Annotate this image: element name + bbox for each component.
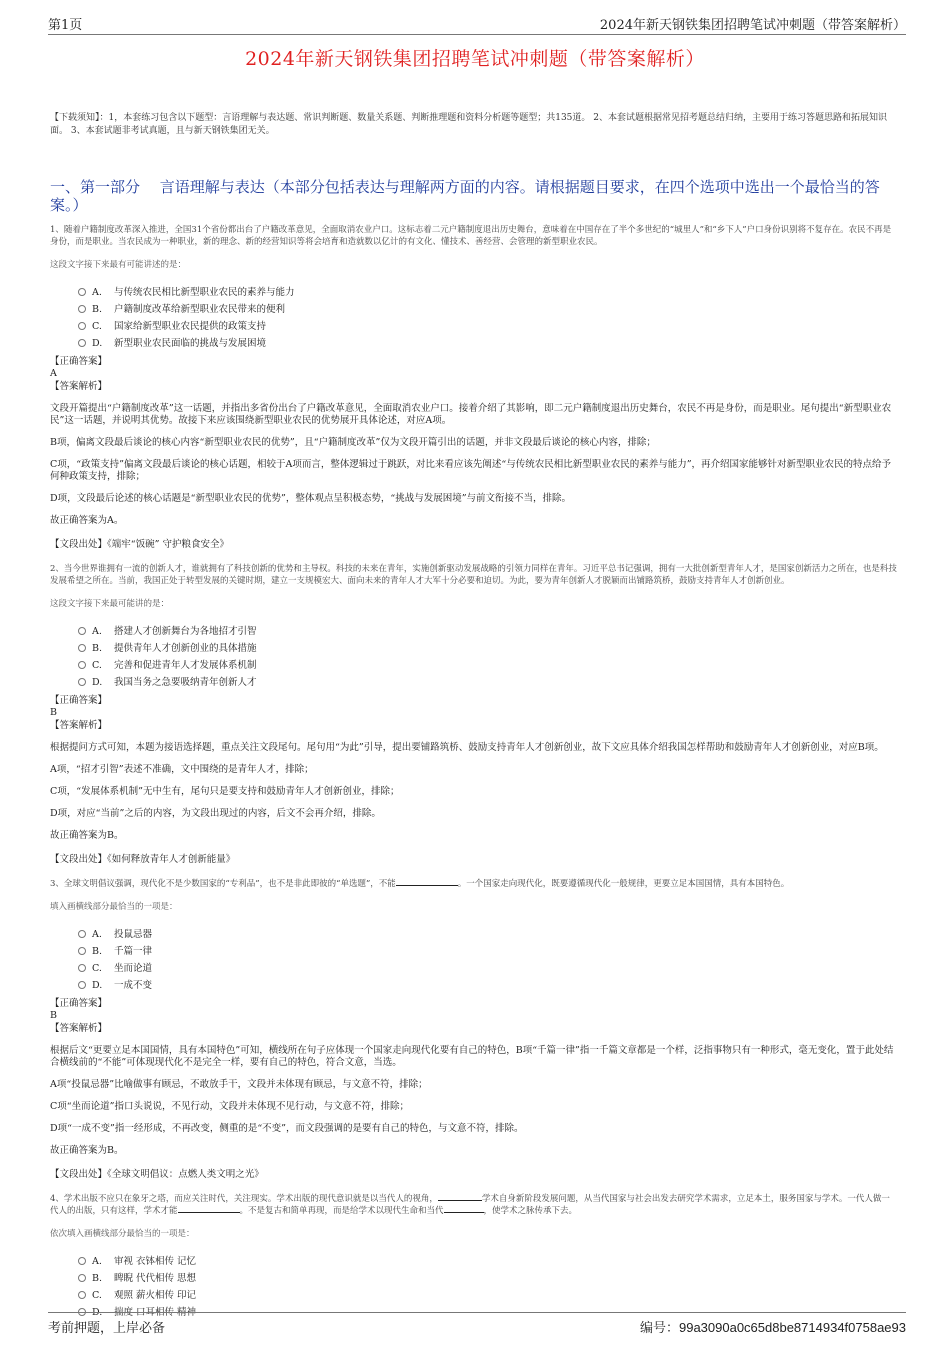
option-list — [78, 1253, 898, 1321]
question-list — [50, 224, 898, 1325]
analysis-conclusion: 故正确答案为B。 — [50, 830, 124, 841]
analysis-paragraph: 根据提问方式可知，本题为接语选择题，重点关注文段尾句。尾句用“为此”引导，提出要铺路筑桥、鼓励支持青年人才创新创业，故下文应具体介绍我国怎样帮助和鼓励青年人才创新创业，对应B项。 — [50, 742, 884, 753]
correct-answer-value: A — [50, 368, 57, 379]
radio-icon[interactable] — [78, 322, 86, 330]
question-stem: 3、全球文明倡议强调，现代化不是少数国家的“专利品”，也不是非此即彼的“单选题”，不能 。一个国家走向现代化，既要遵循现代化一般规律，更要立足本国国情，具有本国特色。 — [50, 879, 790, 889]
analysis-paragraph: C项“坐而论道”指口头说说，不见行动，文段并未体现不见行动，与文意不符，排除； — [50, 1101, 409, 1112]
correct-answer-value: B — [50, 1010, 57, 1021]
code-label: 编号： — [639, 1321, 679, 1336]
fill-blank[interactable] — [438, 1200, 482, 1201]
correct-answer-value: B — [50, 707, 57, 718]
option-list — [78, 623, 898, 691]
analysis-label: 【答案解析】 — [50, 720, 108, 731]
option-list — [78, 926, 898, 994]
document-code — [640, 1317, 906, 1336]
radio-icon[interactable] — [78, 288, 86, 296]
option-d[interactable]: D. 新型职业农民面临的挑战与发展困境 — [78, 335, 898, 352]
question-stem: 2、当今世界谁拥有一流的创新人才，谁就拥有了科技创新的优势和主导权。科技的未来在青年，实施创新驱动发展战略的引领力同样在青年。习近平总书记强调，拥有一大批创新型青年人才，是国家创新活力之所在，也是科技发展希望之所在。当前，我国正处于转型发展的关键时期，建立一支规模宏大、面向未来的青年人才大军十分必要和迫切。为此，要为青年创新人才脱颖而出铺路筑桥，鼓励支持青年人才创新创业。 — [50, 564, 897, 586]
page-header — [48, 14, 906, 35]
fill-blank[interactable] — [444, 1212, 484, 1213]
radio-icon[interactable] — [78, 947, 86, 955]
option-a[interactable]: A. 审视 衣钵相传 记忆 — [78, 1253, 898, 1270]
page-footer — [48, 1312, 906, 1337]
code-value: 99a3090a0c65d8be8714934f0758ae93 — [678, 1320, 906, 1335]
correct-answer-label: 【正确答案】 — [50, 356, 108, 367]
analysis-paragraph: 根据后文“更要立足本国国情，具有本国特色”可知，横线所在句子应体现一个国家走向现代化要有自己的特色，B项“千篇一律”指一千篇文章都是一个样，泛指事物只有一种形式，毫无变化，置于此处结合横线前的“不能”可体现现代化不是完全一样，要有自己的特色，符合文意，当选。 — [50, 1045, 894, 1068]
analysis-paragraph: A项“投鼠忌器”比喻做事有顾忌，不敢放手干，文段并未体现有顾忌，与文意不符，排除； — [50, 1079, 428, 1090]
option-b[interactable]: B. 睥睨 代代相传 思想 — [78, 1270, 898, 1287]
analysis-paragraph: D项，文段最后论述的核心话题是“新型职业农民的优势”，整体观点呈积极态势，“挑战与发展困境”与前文衔接不当，排除。 — [50, 493, 572, 504]
question-1 — [50, 224, 898, 551]
option-b[interactable]: B. 千篇一律 — [78, 943, 898, 960]
section-heading: 一、第一部分 言语理解与表达（本部分包括表达与理解两方面的内容。请根据题目要求，在四个选项中选出一个最恰当的答案。） — [50, 178, 880, 214]
analysis-paragraph: C项，“发展体系机制”无中生有，尾句只是要支持和鼓励青年人才创新创业，排除； — [50, 786, 400, 797]
correct-answer-label: 【正确答案】 — [50, 695, 108, 706]
radio-icon[interactable] — [78, 678, 86, 686]
analysis-paragraph: B项，偏离文段最后谈论的核心内容“新型职业农民的优势”，且“户籍制度改革”仅为文段开篇引出的话题，并非文段最后谈论的核心内容，排除； — [50, 437, 656, 448]
question-stem: 4、学术出版不应只在象牙之塔，而应关注时代，关注现实。学术出版的现代意识就是以当代人的视角， 学术自身新阶段发展问题，从当代国家与社会出发去研究学术需求，立足本土，服务国家与学术。一代人做一代人的出版，只有这样，学术才能 。不是复古和简单再现，而是给学术以现代生命和当代 ，使学术之脉传承下去。 — [50, 1194, 890, 1216]
question-4 — [50, 1193, 898, 1321]
option-d[interactable]: D. 揣度 口耳相传 精神 — [78, 1304, 898, 1321]
analysis-paragraph: A项，“招才引智”表述不准确，文中围绕的是青年人才，排除； — [50, 764, 314, 775]
radio-icon[interactable] — [78, 661, 86, 669]
radio-icon[interactable] — [78, 964, 86, 972]
analysis-label: 【答案解析】 — [50, 1023, 108, 1034]
option-c[interactable]: C. 国家给新型职业农民提供的政策支持 — [78, 318, 898, 335]
option-list — [78, 284, 898, 352]
radio-icon[interactable] — [78, 305, 86, 313]
radio-icon[interactable] — [78, 644, 86, 652]
radio-icon[interactable] — [78, 1274, 86, 1282]
passage-source: 【文段出处】《端牢“饭碗” 守护粮食安全》 — [50, 539, 229, 550]
document-title: 2024年新天钢铁集团招聘笔试冲刺题（带答案解析） — [245, 48, 705, 70]
option-c[interactable]: C. 坐而论道 — [78, 960, 898, 977]
analysis-label: 【答案解析】 — [50, 381, 108, 392]
radio-icon[interactable] — [78, 1257, 86, 1265]
option-b[interactable]: B. 提供青年人才创新创业的具体措施 — [78, 640, 898, 657]
radio-icon[interactable] — [78, 339, 86, 347]
radio-icon[interactable] — [78, 930, 86, 938]
question-prompt: 这段文字接下来最有可能讲述的是： — [50, 260, 187, 270]
analysis-paragraph: D项“一成不变”指一经形成，不再改变，侧重的是“不变”，而文段强调的是要有自己的特色，与文意不符，排除。 — [50, 1123, 524, 1134]
question-3 — [50, 878, 898, 1181]
fill-blank[interactable] — [396, 885, 458, 886]
option-d[interactable]: D. 一成不变 — [78, 977, 898, 994]
analysis-conclusion: 故正确答案为A。 — [50, 515, 124, 526]
option-a[interactable]: A. 与传统农民相比新型职业农民的素养与能力 — [78, 284, 898, 301]
question-prompt: 填入画横线部分最恰当的一项是： — [50, 902, 178, 912]
radio-icon[interactable] — [78, 627, 86, 635]
option-a[interactable]: A. 搭建人才创新舞台为各地招才引智 — [78, 623, 898, 640]
page-number: 第1页 — [48, 18, 83, 33]
option-c[interactable]: C. 观照 薪火相传 印记 — [78, 1287, 898, 1304]
option-d[interactable]: D. 我国当务之急要吸纳青年创新人才 — [78, 674, 898, 691]
question-prompt: 这段文字接下来最可能讲的是： — [50, 599, 170, 609]
analysis-paragraph: D项，对应“当前”之后的内容，为文段出现过的内容，后文不会再介绍，排除。 — [50, 808, 381, 819]
analysis-paragraph: C项，“政策支持”偏离文段最后谈论的核心话题，相较于A项而言，整体逻辑过于跳跃，对比来看应该先阐述“与传统农民相比新型职业农民的素养与能力”，再介绍国家能够针对新型职业农民的特点给予何种政策支持，排除； — [50, 459, 892, 482]
question-stem: 1、随着户籍制度改革深入推进，全国31个省份都出台了户籍改革意见，全面取消农业户口。这标志着二元户籍制度退出历史舞台，意味着在中国存在了半个多世纪的“城里人”和“乡下人”户口身份识别将不复存在。农民不再是身份，而是职业。当农民成为一种职业，新的理念、新的经营知识等将会培育和造就数以亿计的有文化、懂技术、善经营、会管理的新型职业农民。 — [50, 225, 892, 247]
fill-blank[interactable] — [178, 1212, 240, 1213]
option-c[interactable]: C. 完善和促进青年人才发展体系机制 — [78, 657, 898, 674]
passage-source: 【文段出处】《全球文明倡议：点燃人类文明之光》 — [50, 1169, 264, 1180]
analysis-paragraph: 文段开篇提出“户籍制度改革”这一话题，并指出多省份出台了户籍改革意见，全面取消农业户口。接着介绍了其影响，即二元户籍制度退出历史舞台，农民不再是身份，而是职业。尾句提出“新型职业农民”这一话题，并说明其优势。故接下来应该围绕新型职业农民的优势展开具体论述，对应A项。 — [50, 403, 892, 426]
analysis-conclusion: 故正确答案为B。 — [50, 1145, 124, 1156]
option-a[interactable]: A. 投鼠忌器 — [78, 926, 898, 943]
question-prompt: 依次填入画横线部分最恰当的一项是： — [50, 1229, 195, 1239]
radio-icon[interactable] — [78, 981, 86, 989]
radio-icon[interactable] — [78, 1291, 86, 1299]
option-b[interactable]: B. 户籍制度改革给新型职业农民带来的便利 — [78, 301, 898, 318]
correct-answer-label: 【正确答案】 — [50, 998, 108, 1009]
footer-slogan: 考前押题，上岸必备 — [48, 1321, 166, 1336]
download-notice: 【下载须知】：1，本套练习包含以下题型：言语理解与表达题、常识判断题、数量关系题、判断推理题和资料分析题等题型；共135道。 2、本套试题根据常见招考题总结归纳，主要用于练习答题思路和拓展知识面。 3、本套试题非考试真题，且与新天钢铁集团无关。 — [50, 113, 887, 136]
passage-source: 【文段出处】《如何释放青年人才创新能量》 — [50, 854, 236, 865]
header-doc-title: 2024年新天钢铁集团招聘笔试冲刺题（带答案解析） — [599, 18, 906, 33]
question-2 — [50, 563, 898, 866]
